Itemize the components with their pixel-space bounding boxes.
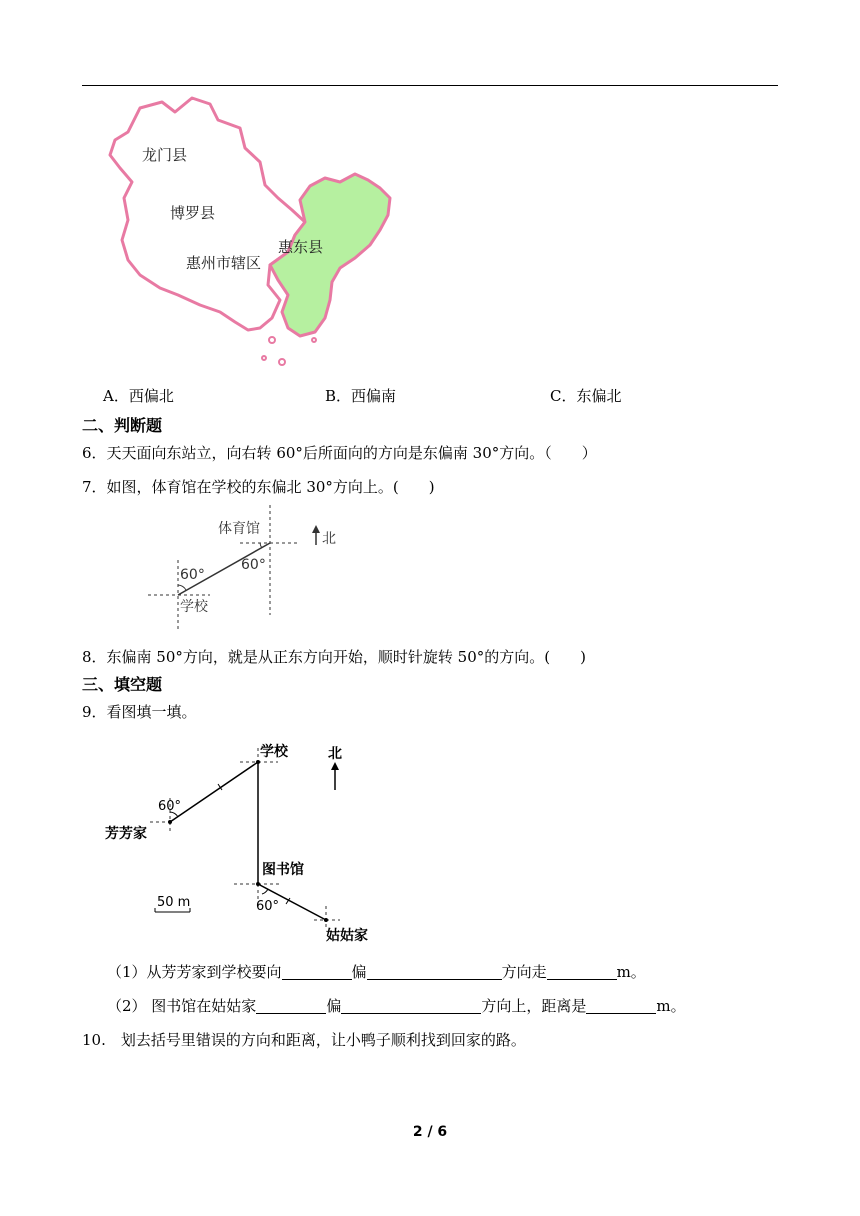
fig9-scale-label: 50 m	[157, 895, 191, 910]
question-6: 6．天天面向东站立，向右转 60°后所面向的方向是东偏南 30°方向。（ ）	[82, 444, 597, 462]
blank-distance-2[interactable]	[586, 997, 656, 1014]
fig7-north-label: 北	[322, 531, 336, 547]
page-number: 2 / 6	[412, 1124, 448, 1140]
blank-direction-2a[interactable]	[256, 997, 326, 1014]
question-7: 7．如图，体育馆在学校的东偏北 30°方向上。( )	[82, 478, 435, 496]
section-title-fill: 三、填空题	[82, 675, 163, 694]
figure-7-diagram	[110, 505, 350, 635]
map-label-longmen: 龙门县	[142, 146, 188, 164]
figure-9-diagram	[100, 738, 400, 948]
option-b: B．西偏南	[325, 387, 397, 405]
fig9-aunt-label: 姑姑家	[326, 928, 368, 944]
fig7-angle-2: 60°	[241, 557, 266, 573]
fig9-angle-2: 60°	[256, 899, 280, 914]
option-c: C．东偏北	[550, 387, 622, 405]
fig9-school-label: 学校	[260, 744, 288, 760]
section-title-judgement: 二、判断题	[82, 416, 163, 435]
question-9-2: （2） 图书馆在姑姑家 偏 方向上，距离是 m。	[107, 997, 686, 1015]
fig9-library-label: 图书馆	[262, 862, 304, 878]
fig9-angle-1: 60°	[158, 799, 182, 814]
blank-distance-1[interactable]	[547, 963, 617, 980]
fig7-school-label: 学校	[180, 599, 208, 615]
question-9: 9．看图填一填。	[82, 703, 197, 721]
fig9-home-label: 芳芳家	[105, 826, 147, 842]
huizhou-map	[100, 90, 400, 380]
blank-direction-1b[interactable]	[367, 963, 502, 980]
question-10: 10. 划去括号里错误的方向和距离，让小鸭子顺利找到回家的路。	[82, 1031, 526, 1049]
map-label-boluo: 博罗县	[170, 204, 216, 222]
blank-direction-1a[interactable]	[282, 963, 352, 980]
fig7-angle-1: 60°	[180, 567, 205, 583]
option-a: A．西偏北	[103, 387, 174, 405]
blank-direction-2b[interactable]	[341, 997, 481, 1014]
map-label-huizhou-district: 惠州市辖区	[186, 254, 262, 272]
header-rule	[82, 85, 778, 86]
map-label-huidong: 惠东县	[278, 238, 324, 256]
question-9-1: （1）从芳芳家到学校要向 偏 方向走 m。	[107, 963, 646, 981]
fig9-north-label: 北	[328, 746, 342, 762]
fig7-gym-label: 体育馆	[218, 521, 260, 537]
question-8: 8．东偏南 50°方向，就是从正东方向开始，顺时针旋转 50°的方向。( )	[82, 648, 586, 666]
